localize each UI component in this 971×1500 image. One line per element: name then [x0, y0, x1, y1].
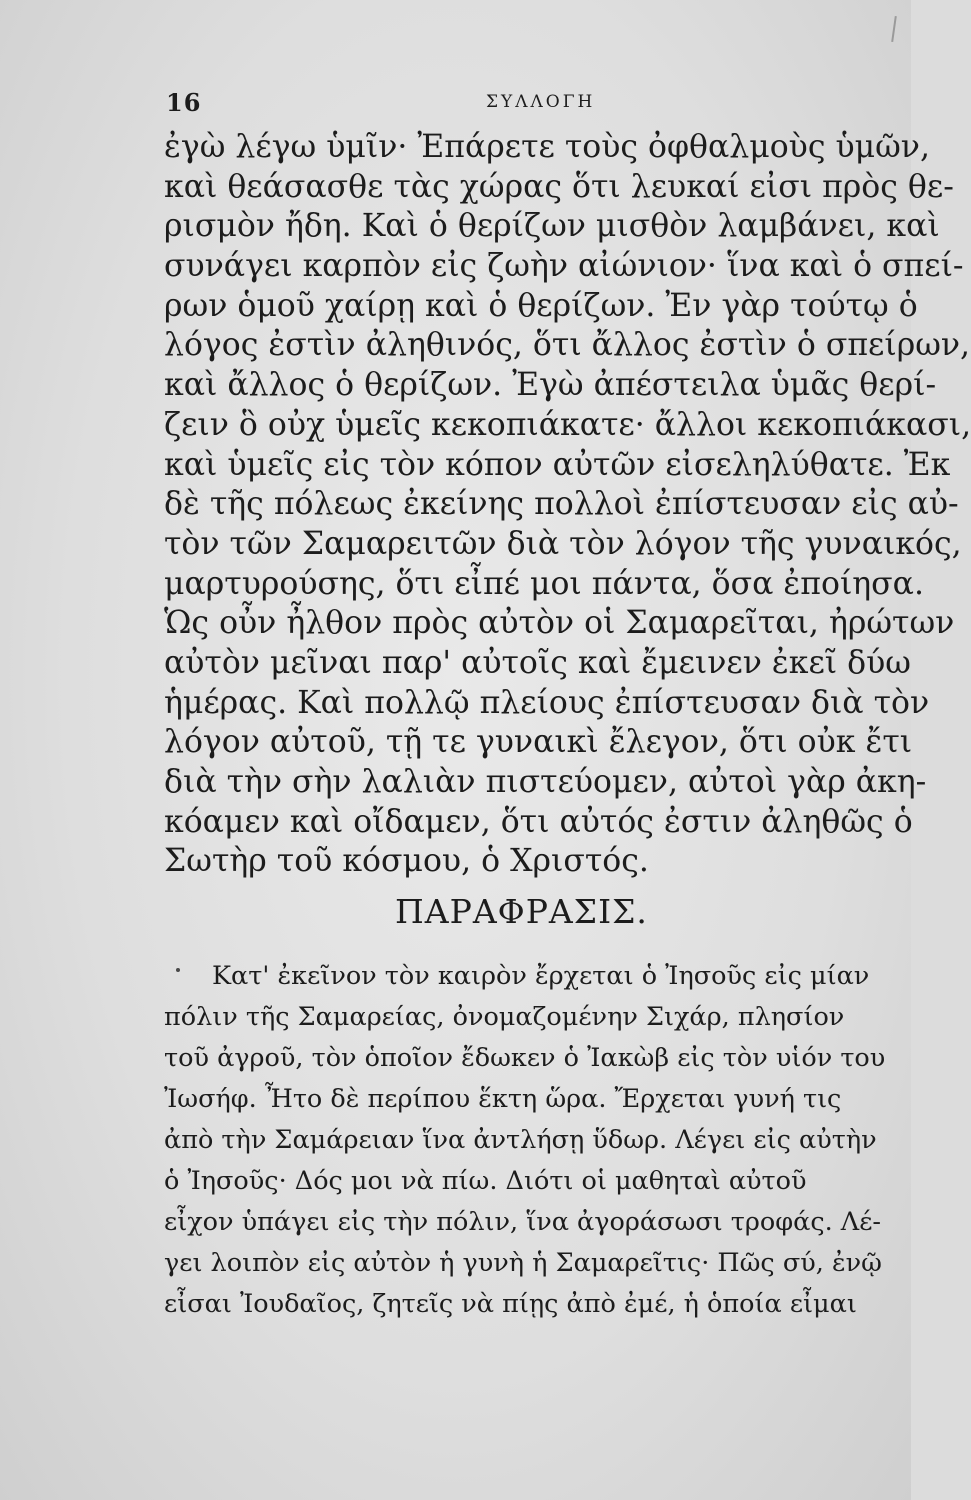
paraphrasis-line: γει λοιπὸν εἰς αὐτὸν ἡ γυνὴ ἡ Σαμαρεῖτις· Πῶς σύ, ἐνῷ	[164, 1248, 882, 1278]
paraphrasis-line: πόλιν τῆς Σαμαρείας, ὀνομαζομένην Σιχάρ, πλησίον	[164, 1002, 845, 1032]
text-line: τὸν τῶν Σαμαρειτῶν διὰ τὸν λόγον τῆς γυναικός,	[164, 525, 962, 562]
text-line: δὲ τῆς πόλεως ἐκείνης πολλοὶ ἐπίστευσαν εἰς αὐ-	[164, 486, 959, 523]
text-line: ρων ὁμοῦ χαίρῃ καὶ ὁ θερίζων. Ἐν γὰρ τούτῳ ὁ	[164, 287, 918, 324]
paraphrasis-line: τοῦ ἀγροῦ, τὸν ὁποῖον ἔδωκεν ὁ Ἰακὼβ εἰς τὸν υἱόν του	[164, 1043, 886, 1073]
paraphrasis-line: Κατ' ἐκεῖνον τὸν καιρὸν ἔρχεται ὁ Ἰησοῦς εἰς μίαν	[212, 961, 870, 991]
text-line: κόαμεν καὶ οἴδαμεν, ὅτι αὐτός ἐστιν ἀληθῶς ὁ	[164, 803, 913, 840]
paraphrasis-line: εἶχον ὑπάγει εἰς τὴν πόλιν, ἵνα ἀγοράσωσι τροφάς. Λέ-	[164, 1207, 882, 1237]
text-line: ζειν ὃ οὐχ ὑμεῖς κεκοπιάκατε· ἄλλοι κεκοπιάκασι,	[164, 406, 971, 443]
paraphrasis-line: ὁ Ἰησοῦς· Δός μοι νὰ πίω. Διότι οἱ μαθηταὶ αὐτοῦ	[164, 1166, 807, 1196]
section-heading: ΠΑΡΑΦΡΑΣΙΣ.	[395, 892, 648, 931]
paraphrasis-text	[164, 956, 886, 1325]
text-line: ἐγὼ λέγω ὑμῖν· Ἐπάρετε τοὺς ὀφθαλμοὺς ὑμῶν,	[164, 129, 930, 165]
running-title: ΣΥΛΛΟΓΗ	[486, 92, 596, 112]
scripture-text	[164, 128, 971, 882]
text-line: ρισμὸν ἤδη. Καὶ ὁ θερίζων μισθὸν λαμβάνει, καὶ	[164, 208, 940, 245]
paraphrasis-line: εἶσαι Ἰουδαῖος, ζητεῖς νὰ πίῃς ἀπὸ ἐμέ, ἡ ὁποία εἶμαι	[164, 1289, 857, 1319]
text-line: λόγον αὐτοῦ, τῇ τε γυναικὶ ἔλεγον, ὅτι οὐκ ἔτι	[164, 724, 913, 761]
text-line: καὶ ἄλλος ὁ θερίζων. Ἐγὼ ἀπέστειλα ὑμᾶς θερί-	[164, 367, 937, 404]
text-line: μαρτυρούσης, ὅτι εἶπέ μοι πάντα, ὅσα ἐποίησα.	[164, 565, 924, 602]
text-line: συνάγει καρπὸν εἰς ζωὴν αἰώνιον· ἵνα καὶ ὁ σπεί-	[164, 248, 964, 285]
page-number: 16	[166, 88, 202, 117]
text-line: Σωτὴρ τοῦ κόσμου, ὁ Χριστός.	[164, 843, 649, 880]
paraphrasis-line: Ἰωσήφ. Ἦτο δὲ περίπου ἕκτη ὥρα. Ἔρχεται γυνή τις	[164, 1084, 842, 1114]
page-header	[160, 88, 851, 124]
text-line: λόγος ἐστὶν ἀληθινός, ὅτι ἄλλος ἐστὶν ὁ σπείρων,	[164, 327, 971, 364]
text-line: καὶ ὑμεῖς εἰς τὸν κόπον αὐτῶν εἰσεληλύθατε. Ἐκ	[164, 446, 951, 483]
text-line: καὶ θεάσασθε τὰς χώρας ὅτι λευκαί εἰσι πρὸς θε-	[164, 168, 954, 205]
paraphrasis-line: ἀπὸ τὴν Σαμάρειαν ἵνα ἀντλήσῃ ὕδωρ. Λέγει εἰς αὐτὴν	[164, 1125, 877, 1155]
paper-edge-mark	[891, 16, 897, 42]
text-line: αὐτὸν μεῖναι παρ' αὐτοῖς καὶ ἔμεινεν ἐκεῖ δύω	[164, 644, 911, 681]
text-line: Ὡς οὖν ἦλθον πρὸς αὐτὸν οἱ Σαμαρεῖται, ἠρώτων	[164, 605, 955, 642]
text-line: ἡμέρας. Καὶ πολλῷ πλείους ἐπίστευσαν διὰ τὸν	[164, 684, 930, 721]
text-line: διὰ τὴν σὴν λαλιὰν πιστεύομεν, αὐτοὶ γὰρ ἀκη-	[164, 764, 927, 800]
